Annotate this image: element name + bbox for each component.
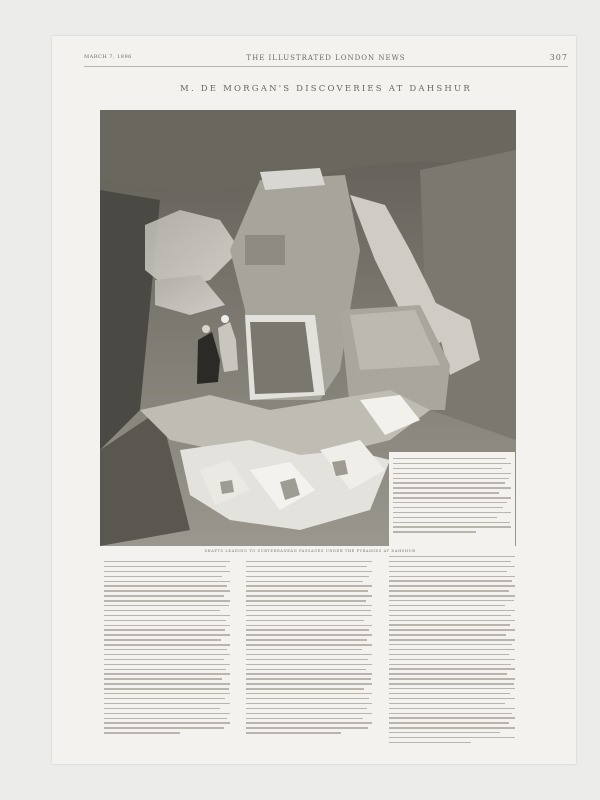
article-column-3 (389, 556, 515, 747)
masthead (84, 54, 568, 66)
newspaper-title: THE ILLUSTRATED LONDON NEWS (246, 54, 406, 62)
article-headline: M. DE MORGAN'S DISCOVERIES AT DAHSHUR (180, 84, 472, 94)
photo-caption: SHAFTS LEADING TO SUBTERRANEAN PASSAGES UNDER THE PYRAMIDS AT DAHSHUR (204, 549, 416, 553)
article-text-inset (389, 452, 515, 552)
article-column-2 (246, 561, 372, 737)
page-number: 307 (549, 53, 568, 62)
article-column-1 (104, 561, 230, 737)
header-rule (84, 66, 568, 67)
issue-date: MARCH 7, 1896 (84, 54, 132, 60)
